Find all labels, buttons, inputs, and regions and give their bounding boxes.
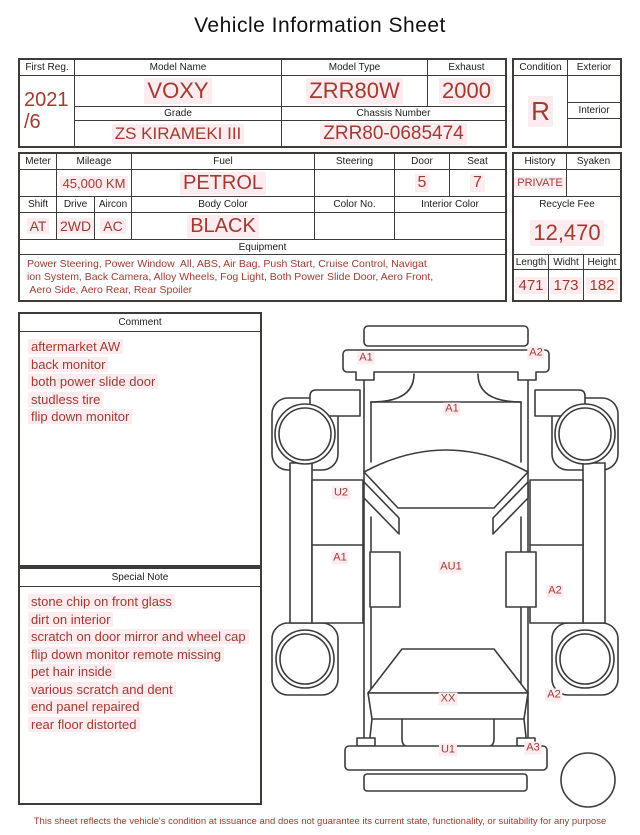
comment-line: aftermarket AW [28, 338, 252, 356]
shift-label: Shift [20, 197, 57, 213]
drive-label: Drive [57, 197, 95, 213]
rear-window [368, 649, 528, 693]
exterior-value [568, 76, 620, 103]
model-info-table [18, 58, 507, 148]
first-reg-value [20, 76, 75, 146]
condition-table [512, 58, 622, 148]
mileage-value: 45,000 KM [57, 170, 132, 197]
car-damage-diagram [268, 312, 638, 812]
special-note-line: flip down monitor remote missing [28, 646, 252, 664]
comment-body [20, 332, 260, 432]
damage-code-label: A2 [548, 584, 562, 597]
damage-code-label: XX [440, 692, 456, 705]
wheel-front-right-inner [559, 408, 611, 460]
equipment-line: Aero Side, Aero Rear, Rear Spoiler [27, 284, 193, 296]
interior-label: Interior [568, 103, 620, 119]
history-table [512, 152, 622, 302]
wheel-rear-left-inner [280, 634, 330, 684]
special-note-line: end panel repaired [28, 698, 252, 716]
special-note-line: rear floor distorted [28, 716, 252, 734]
chassis-number-label: Chassis Number [282, 107, 505, 121]
special-note-line: various scratch and dent [28, 681, 252, 699]
comment-line: studless tire [28, 391, 252, 409]
pillar-right [506, 552, 536, 607]
rear-bracket-right [476, 719, 494, 747]
aircon-value: AC [95, 213, 132, 240]
grade-label: Grade [75, 107, 282, 121]
damage-code-label: U2 [333, 486, 349, 499]
recycle-fee-label: Recycle Fee [539, 199, 595, 210]
length-label: Length [514, 255, 549, 270]
special-note-line: scratch on door mirror and wheel cap [28, 628, 252, 646]
seat-value: 7 [450, 170, 505, 197]
steering-value [315, 170, 395, 197]
width-value: 173 [549, 270, 584, 300]
recycle-fee-value: 12,470 [514, 212, 620, 255]
model-name-label: Model Name [75, 60, 282, 76]
shift-value: AT [20, 213, 57, 240]
rear-lower-bar [364, 774, 527, 791]
damage-code-label: A2 [547, 688, 561, 701]
interior-color-label: Interior Color [395, 197, 505, 213]
body-color-label: Body Color [132, 197, 315, 213]
length-value: 471 [514, 270, 549, 300]
special-note-label: Special Note [20, 569, 260, 587]
door-label: Door [395, 154, 450, 170]
seat-label: Seat [450, 154, 505, 170]
damage-code-label: A3 [526, 741, 540, 754]
door-value: 5 [395, 170, 450, 197]
history-label: History [514, 154, 567, 170]
pillar-left [370, 552, 400, 607]
history-value: PRIVATE [514, 170, 567, 197]
fuel-label: Fuel [132, 154, 315, 170]
comment-box [18, 312, 262, 567]
exhaust-value: 2000 [428, 76, 505, 107]
equipment-label: Equipment [20, 240, 505, 255]
windshield [364, 450, 528, 508]
first-reg-year: 2021 [24, 89, 69, 111]
first-reg-label: First Reg. [20, 60, 75, 76]
syaken-label: Syaken [567, 154, 620, 170]
page-title: Vehicle Information Sheet [194, 14, 446, 37]
comment-line: both power slide door [28, 373, 252, 391]
syaken-value [567, 170, 620, 197]
side-sill-right [583, 463, 605, 623]
meter-label: Meter [20, 154, 57, 170]
drive-value: 2WD [57, 213, 95, 240]
equipment-line: Power Steering, Power Window All, ABS, Air Bag, Push Start, Cruise Control, Navigat [27, 258, 427, 270]
exterior-label: Exterior [568, 60, 620, 76]
rear-bumper-tab-left [357, 738, 375, 746]
damage-code-label: A2 [529, 346, 543, 359]
first-reg-month: /6 [24, 111, 41, 133]
damage-code-label: A1 [333, 551, 347, 564]
mileage-label: Mileage [57, 154, 132, 170]
special-note-line: pet hair inside [28, 663, 252, 681]
height-label: Height [584, 255, 620, 270]
special-note-box [18, 567, 262, 805]
chassis-number-value: ZRR80-0685474 [282, 121, 505, 146]
spec-table [18, 152, 507, 302]
comment-line: back monitor [28, 356, 252, 374]
cowl-arc-right [478, 374, 521, 402]
side-sill-left [290, 463, 312, 623]
interior-value [568, 119, 620, 146]
damage-code-label: U1 [440, 743, 456, 756]
aircon-label: Aircon [95, 197, 132, 213]
model-type-value: ZRR80W [282, 76, 428, 107]
door-panels-right [530, 480, 583, 623]
wheel-rear-right-inner [560, 634, 610, 684]
condition-value: R [514, 76, 568, 146]
special-note-line: dirt on interior [28, 611, 252, 629]
damage-code-label: AU1 [440, 560, 462, 573]
grade-value: ZS KIRAMEKI III [75, 121, 282, 146]
rear-bracket-left [402, 719, 420, 747]
special-note-line: stone chip on front glass [28, 593, 252, 611]
comment-line: flip down monitor [28, 408, 252, 426]
width-label: Widht [549, 255, 584, 270]
model-name-value: VOXY [75, 76, 282, 107]
height-value: 182 [584, 270, 620, 300]
model-type-label: Model Type [282, 60, 428, 76]
comment-label: Comment [20, 314, 260, 332]
color-no-label: Color No. [315, 197, 395, 213]
meter-value [20, 170, 57, 197]
cowl-arc-left [371, 374, 414, 402]
disclaimer-text: This sheet reflects the vehicle's condition at issuance and does not guarantee its current state, functionality, or suitability for any purpose [33, 816, 607, 827]
damage-code-label: A1 [359, 351, 373, 364]
exhaust-label: Exhaust [428, 60, 505, 76]
condition-label: Condition [514, 60, 568, 76]
spare-tire [561, 753, 615, 807]
color-no-value [315, 213, 395, 240]
body-color-value: BLACK [132, 213, 315, 240]
special-note-body [20, 587, 260, 739]
equipment-line: ion System, Back Camera, Alloy Wheels, Fog Light, Both Power Slide Door, Aero Front, [27, 271, 434, 283]
front-bumper [364, 326, 528, 346]
steering-label: Steering [315, 154, 395, 170]
damage-code-label: A1 [445, 402, 459, 415]
fuel-value: PETROL [132, 170, 315, 197]
interior-color-value [395, 213, 505, 240]
wheel-front-left-inner [279, 408, 331, 460]
equipment-text [20, 255, 505, 300]
